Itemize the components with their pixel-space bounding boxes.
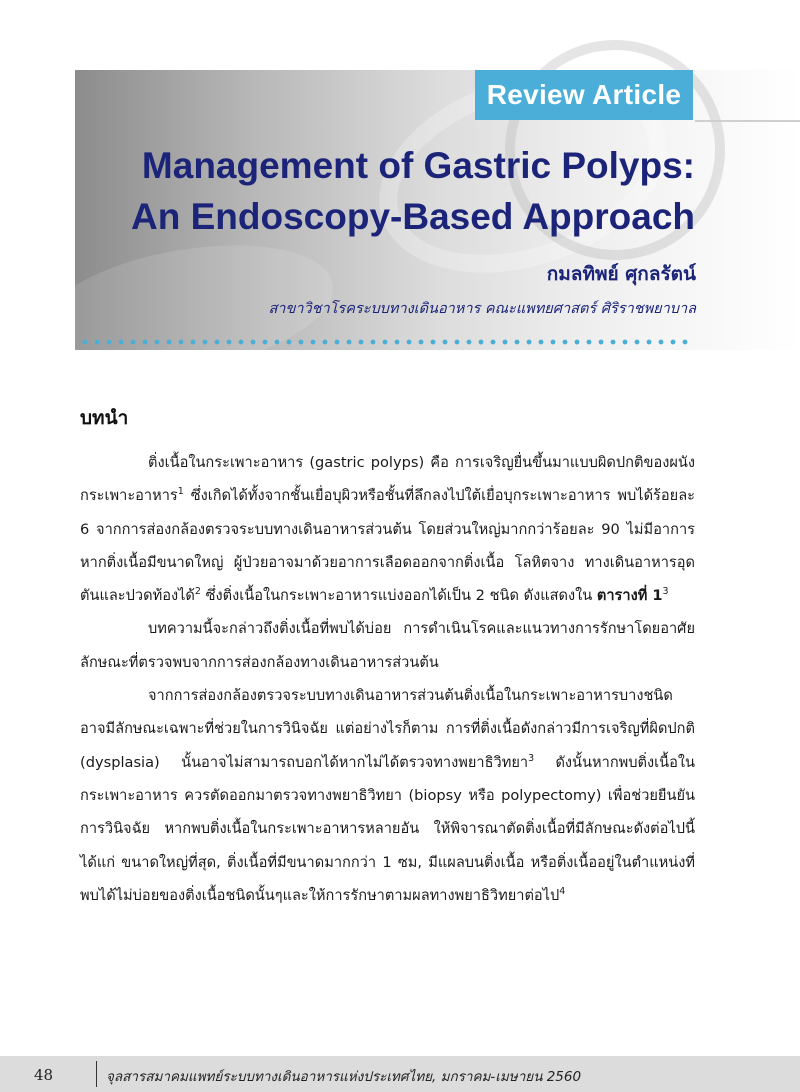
section-heading: บทนำ bbox=[80, 407, 129, 429]
title-line-2: An Endoscopy-Based Approach bbox=[131, 196, 695, 237]
article-type-badge: Review Article bbox=[475, 70, 693, 120]
paragraph-text: ดังนั้นหากพบติ่งเนื้อในกระเพาะอาหาร ควรตัดออกมาตรวจทางพยาธิวิทยา (biopsy หรือ polypectomy) เพื่อช่วยยืนยันการวินิจฉัย หากพบติ่งเนื้อในกระเพาะอาหารหลายอัน ให้พิจารณาตัดติ่งเนื้อที่มีลักษณะดังต่อไปนี้ ได้แก่ ขนาดใหญ่ที่สุด, ติ่งเนื้อที่มีขนาดมากกว่า 1 ซม, มีแผลบนติ่งเนื้อ หรือติ่งเนื้ออยู่ในตำแหน่งที่พบได้ไม่บ่อยของติ่งเนื้อชนิดนั้นๆและให้การรักษาตามผลทางพยาธิวิทยาต่อไป bbox=[80, 753, 695, 904]
paragraph-text: จากการส่องกล้องตรวจระบบทางเดินอาหารส่วนต้นติ่งเนื้อในกระเพาะอาหารบางชนิดอาจมีลักษณะเฉพาะที่ช่วยในการวินิจฉัย แต่อย่างไรก็ตาม การที่ติ่งเนื้อดังกล่าวมีการเจริญที่ผิดปกติ (dysplasia) นั้นอาจไม่สามารถบอกได้หากไม่ได้ตรวจทางพยาธิวิทยา bbox=[80, 687, 695, 771]
footer-divider bbox=[96, 1061, 97, 1087]
header-rule bbox=[695, 120, 800, 122]
citation-1: 1 bbox=[177, 486, 184, 498]
author-name: กมลทิพย์ ศุกลรัตน์ bbox=[546, 263, 696, 285]
article-body bbox=[80, 446, 695, 912]
journal-name: จุลสารสมาคมแพทย์ระบบทางเดินอาหารแห่งประเทศไทย, มกราคม-เมษายน 2560 bbox=[106, 1069, 582, 1085]
article-title bbox=[110, 140, 695, 242]
page-number: 48 bbox=[34, 1066, 54, 1084]
paragraph-text: ติ่งเนื้อในกระเพาะอาหาร (gastric polyps) คือ การเจริญยื่นขึ้นมาแบบผิดปกติของผนังกระเพาะอาหาร bbox=[80, 454, 695, 505]
citation-3: 3 bbox=[662, 586, 669, 598]
paragraph-3 bbox=[80, 679, 695, 912]
table-reference: ตารางที่ 1 bbox=[596, 587, 663, 605]
paragraph-1 bbox=[80, 446, 695, 612]
paragraph-text: ซึ่งเกิดได้ทั้งจากชั้นเยื่อบุผิวหรือชั้นที่ลึกลงไปใต้เยื่อบุกระเพาะอาหาร พบได้ร้อยละ 6 จากการส่องกล้องตรวจระบบทางเดินอาหารส่วนต้น โดยส่วนใหญ่มากกว่าร้อยละ 90 ไม่มีอาการ หากติ่งเนื้อมีขนาดใหญ่ ผู้ป่วยอาจมาด้วยอาการเลือดออกจากติ่งเนื้อ โลหิตจาง ทางเดินอาหารอุดตันและปวดท้องได้ bbox=[80, 487, 695, 605]
paragraph-text: ซึ่งติ่งเนื้อในกระเพาะอาหารแบ่งออกได้เป็น 2 ชนิด ดังแสดงใน bbox=[200, 587, 597, 605]
citation-2: 2 bbox=[194, 586, 201, 598]
dotted-divider bbox=[79, 339, 694, 345]
citation-3: 3 bbox=[528, 752, 535, 764]
paragraph-2: บทความนี้จะกล่าวถึงติ่งเนื้อที่พบได้บ่อย การดำเนินโรคและแนวทางการรักษาโดยอาศัยลักษณะที่ตรวจพบจากการส่องกล้องทางเดินอาหารส่วนต้น bbox=[80, 620, 695, 671]
citation-4: 4 bbox=[559, 886, 566, 897]
author-affiliation: สาขาวิชาโรคระบบทางเดินอาหาร คณะแพทยศาสตร์ ศิริราชพยาบาล bbox=[268, 301, 696, 317]
title-line-1: Management of Gastric Polyps: bbox=[141, 145, 695, 186]
